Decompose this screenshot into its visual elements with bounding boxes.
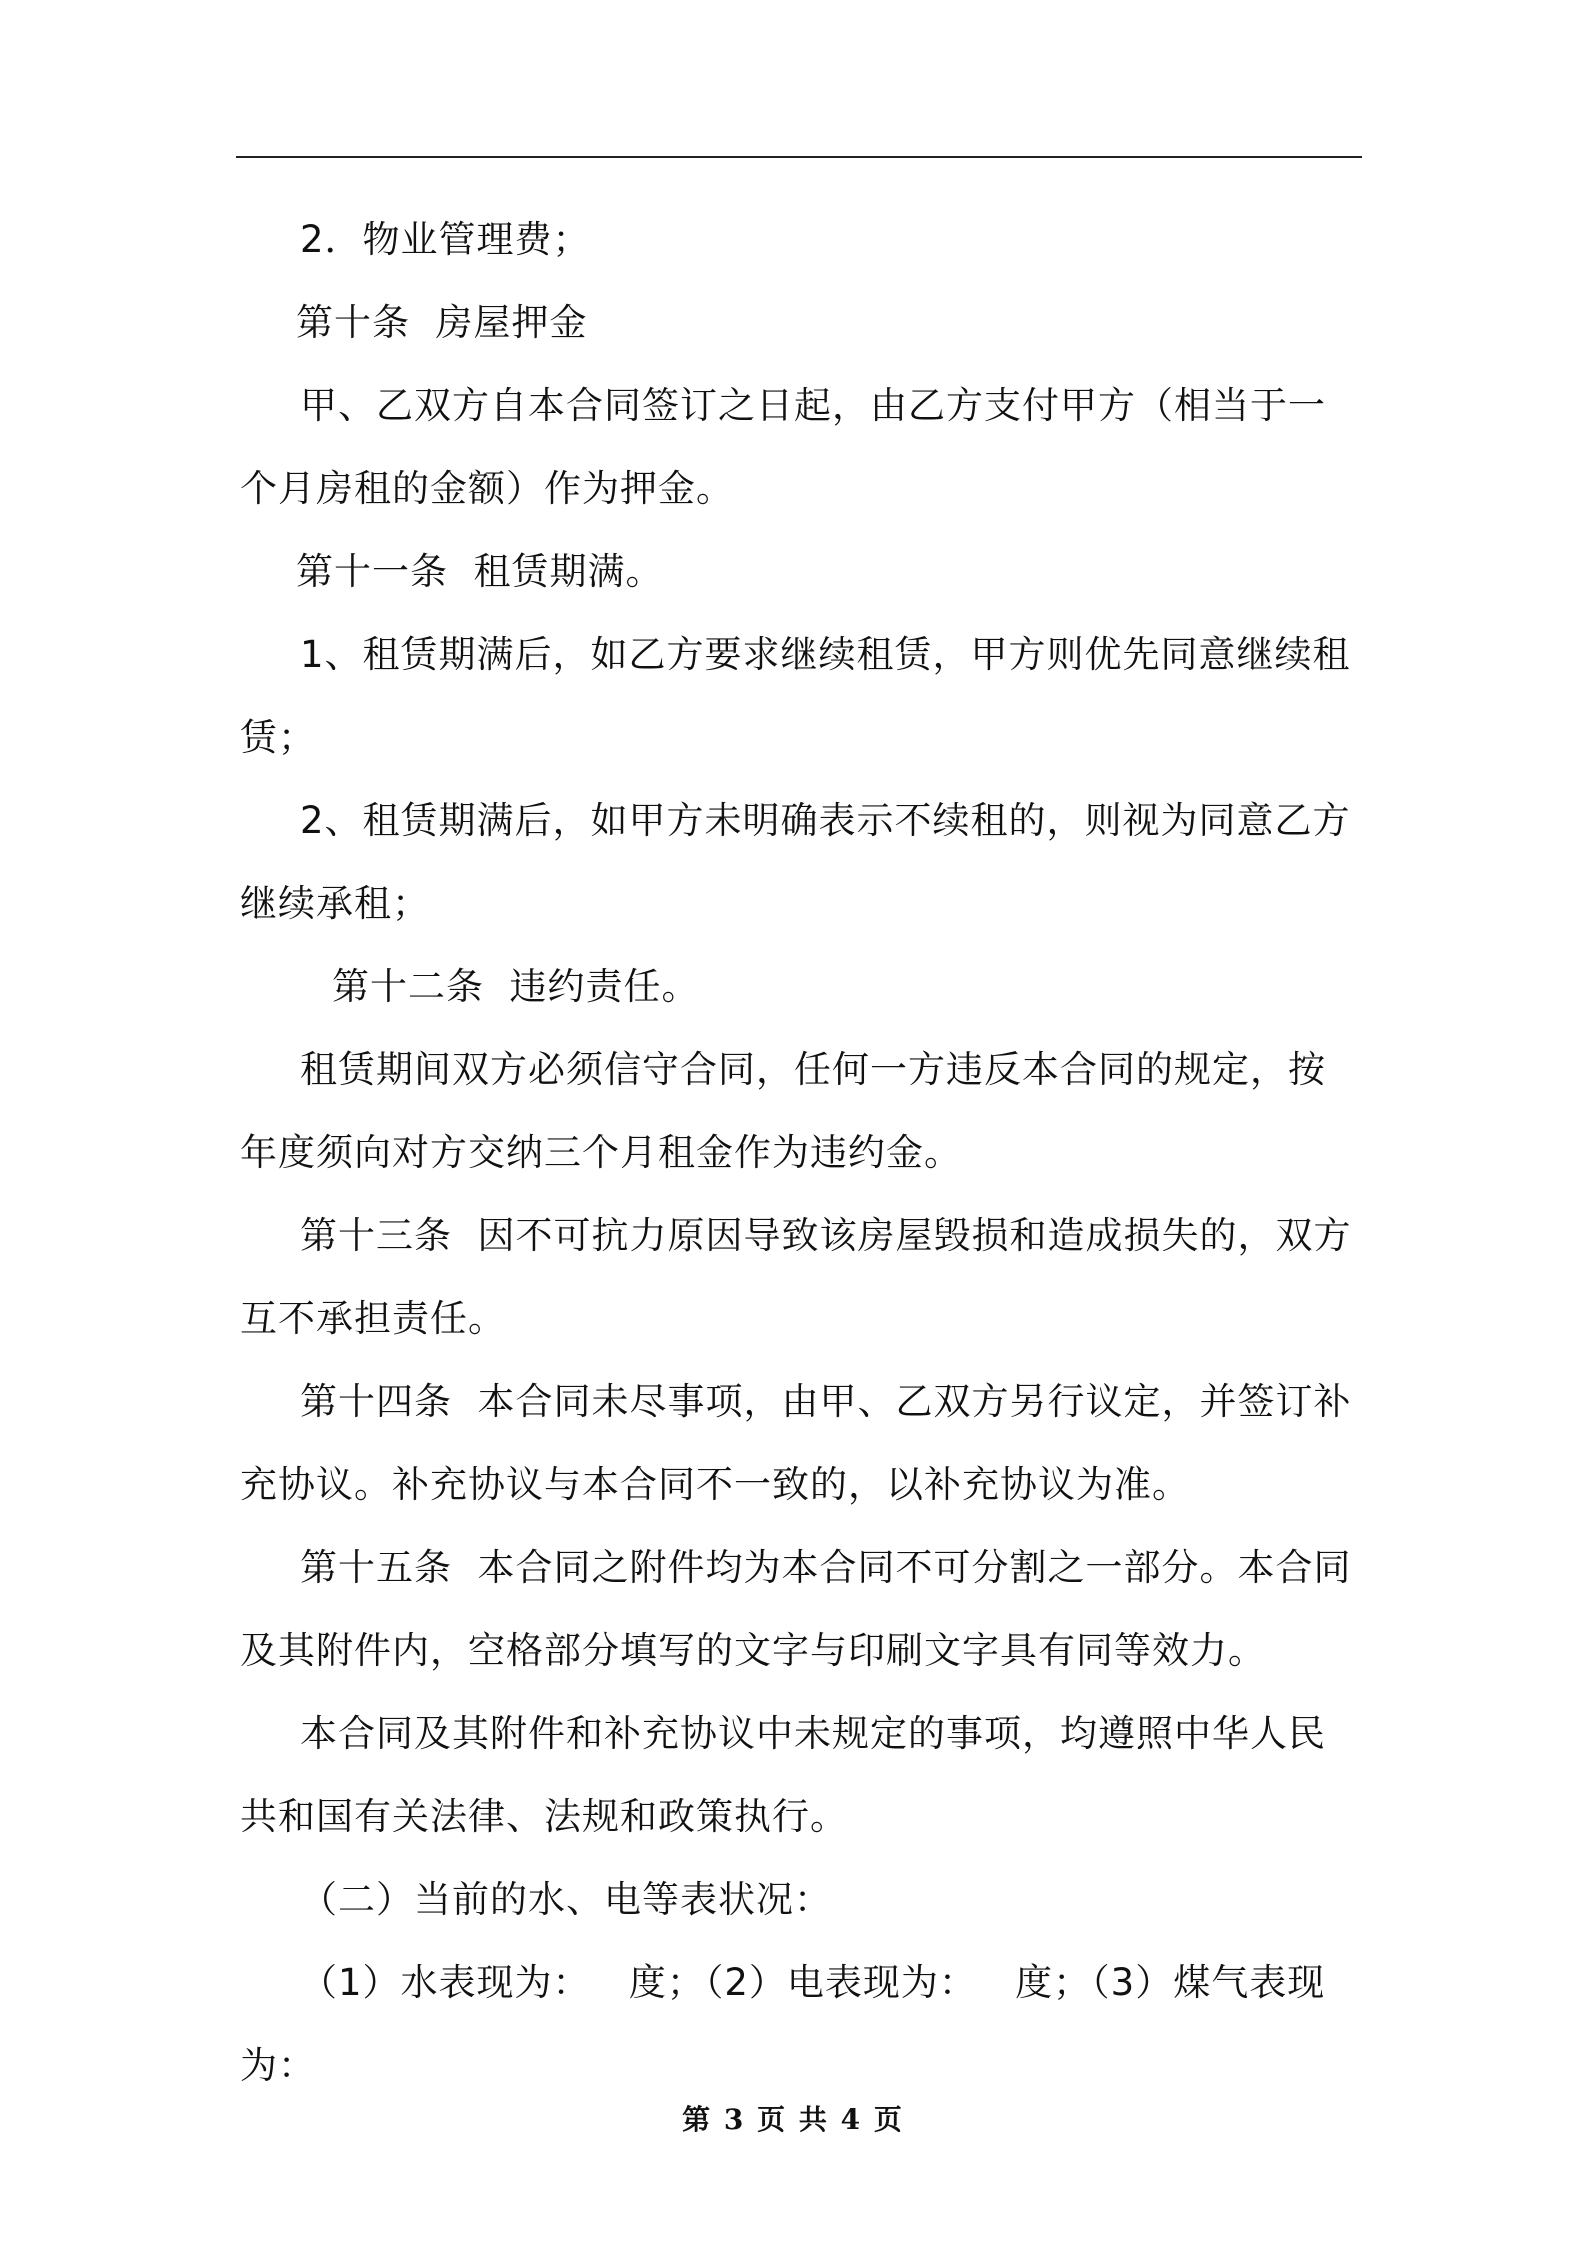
clause-12-heading: 第十二条 违约责任。	[332, 965, 700, 1008]
clause-14: 第十四条 本合同未尽事项，由甲、乙双方另行议定，并签订补充协议。补充协议与本合同不一致的，以补充协议为准。	[240, 1380, 1352, 1506]
meter-readings: （1）水表现为： 度；（2）电表现为： 度；（3）煤气表现为：	[240, 1961, 1326, 2087]
clause-11-item-1: 1、租赁期满后，如乙方要求继续租赁，甲方则优先同意继续租赁；	[240, 633, 1351, 759]
document-body	[240, 198, 1362, 2107]
clause-12-body: 租赁期间双方必须信守合同，任何一方违反本合同的规定，按年度须向对方交纳三个月租金作为违约金。	[240, 1048, 1326, 1174]
header-rule	[236, 156, 1362, 158]
clause-10-heading: 第十条 房屋押金	[296, 301, 588, 344]
clause-11-heading: 第十一条 租赁期满。	[296, 550, 664, 593]
clause-15: 第十五条 本合同之附件均为本合同不可分割之一部分。本合同及其附件内，空格部分填写的文字与印刷文字具有同等效力。	[240, 1546, 1352, 1672]
meter-status-heading: （二）当前的水、电等表状况：	[300, 1878, 832, 1921]
paragraph-property-fee: 2．物业管理费；	[300, 218, 591, 261]
page-number-footer: 第 3 页 共 4 页	[682, 2103, 904, 2136]
clause-11-item-2: 2、租赁期满后，如甲方未明确表示不续租的，则视为同意乙方继续承租；	[240, 799, 1351, 925]
clause-13: 第十三条 因不可抗力原因导致该房屋毁损和造成损失的，双方互不承担责任。	[240, 1214, 1352, 1340]
general-provision: 本合同及其附件和补充协议中未规定的事项，均遵照中华人民共和国有关法律、法规和政策执行。	[240, 1712, 1326, 1838]
clause-10-body: 甲、乙双方自本合同签订之日起，由乙方支付甲方（相当于一个月房租的金额）作为押金。	[240, 384, 1326, 510]
